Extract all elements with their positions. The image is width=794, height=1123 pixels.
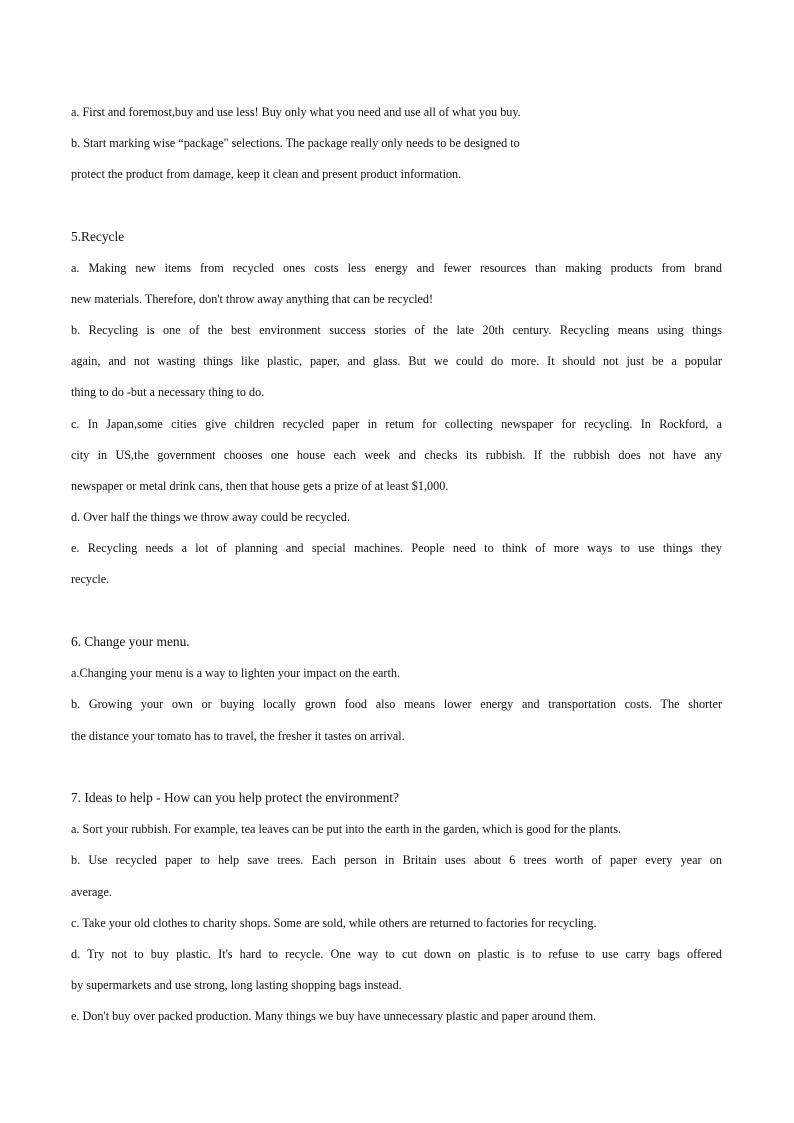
paragraph-line: a. First and foremost,buy and use less! Buy only what you need and use all of what you buy. bbox=[71, 105, 521, 119]
paragraph-line: d. Over half the things we throw away could be recycled. bbox=[71, 510, 350, 524]
section-heading-change-menu: 6. Change your menu. bbox=[71, 634, 190, 649]
paragraph-line: newspaper or metal drink cans, then that house gets a prize of at least $1,000. bbox=[71, 479, 449, 493]
paragraph-line: recycle. bbox=[71, 572, 110, 586]
paragraph-line: thing to do -but a necessary thing to do. bbox=[71, 385, 265, 399]
paragraph-line: b. Use recycled paper to help save trees. Each person in Britain uses about 6 trees worth of paper every year on bbox=[71, 853, 722, 867]
paragraph-line: d. Try not to buy plastic. It's hard to recycle. One way to cut down on plastic is to refuse to use carry bags offered bbox=[71, 947, 722, 961]
paragraph-line: new materials. Therefore, don't throw away anything that can be recycled! bbox=[71, 292, 434, 306]
paragraph-line: by supermarkets and use strong, long lasting shopping bags instead. bbox=[71, 978, 402, 992]
paragraph-line: a. Sort your rubbish. For example, tea leaves can be put into the earth in the garden, which is good for the plants. bbox=[71, 822, 621, 836]
paragraph-line: average. bbox=[71, 885, 112, 899]
paragraph-line: b. Start marking wise “package" selections. The package really only needs to be designed to bbox=[71, 136, 520, 150]
paragraph-line: the distance your tomato has to travel, the fresher it tastes on arrival. bbox=[71, 729, 405, 743]
paragraph-line: c. Take your old clothes to charity shops. Some are sold, while others are returned to factories for recycling. bbox=[71, 916, 597, 930]
section-heading-recycle: 5.Recycle bbox=[71, 229, 125, 244]
paragraph-line: b. Growing your own or buying locally grown food also means lower energy and transportation costs. The shorter bbox=[71, 697, 722, 711]
paragraph-line: a. Making new items from recycled ones costs less energy and fewer resources than making products from brand bbox=[71, 261, 722, 275]
paragraph-line: protect the product from damage, keep it clean and present product information. bbox=[71, 167, 462, 181]
section-heading-ideas: 7. Ideas to help - How can you help protect the environment? bbox=[71, 790, 399, 805]
paragraph-line: c. In Japan,some cities give children recycled paper in retum for collecting newspaper for recycling. In Rockford, a bbox=[71, 417, 722, 431]
paragraph-line: city in US,the government chooses one house each week and checks its rubbish. If the rubbish does not have any bbox=[71, 448, 722, 462]
paragraph-line: again, and not wasting things like plastic, paper, and glass. But we could do more. It should not just be a popular bbox=[71, 354, 722, 368]
paragraph-line: e. Recycling needs a lot of planning and special machines. People need to think of more ways to use things they bbox=[71, 541, 722, 555]
paragraph-line: b. Recycling is one of the best environment success stories of the late 20th century. Recycling means using things bbox=[71, 323, 722, 337]
paragraph-line: a.Changing your menu is a way to lighten your impact on the earth. bbox=[71, 666, 400, 680]
paragraph-line: e. Don't buy over packed production. Many things we buy have unnecessary plastic and paper around them. bbox=[71, 1009, 597, 1023]
